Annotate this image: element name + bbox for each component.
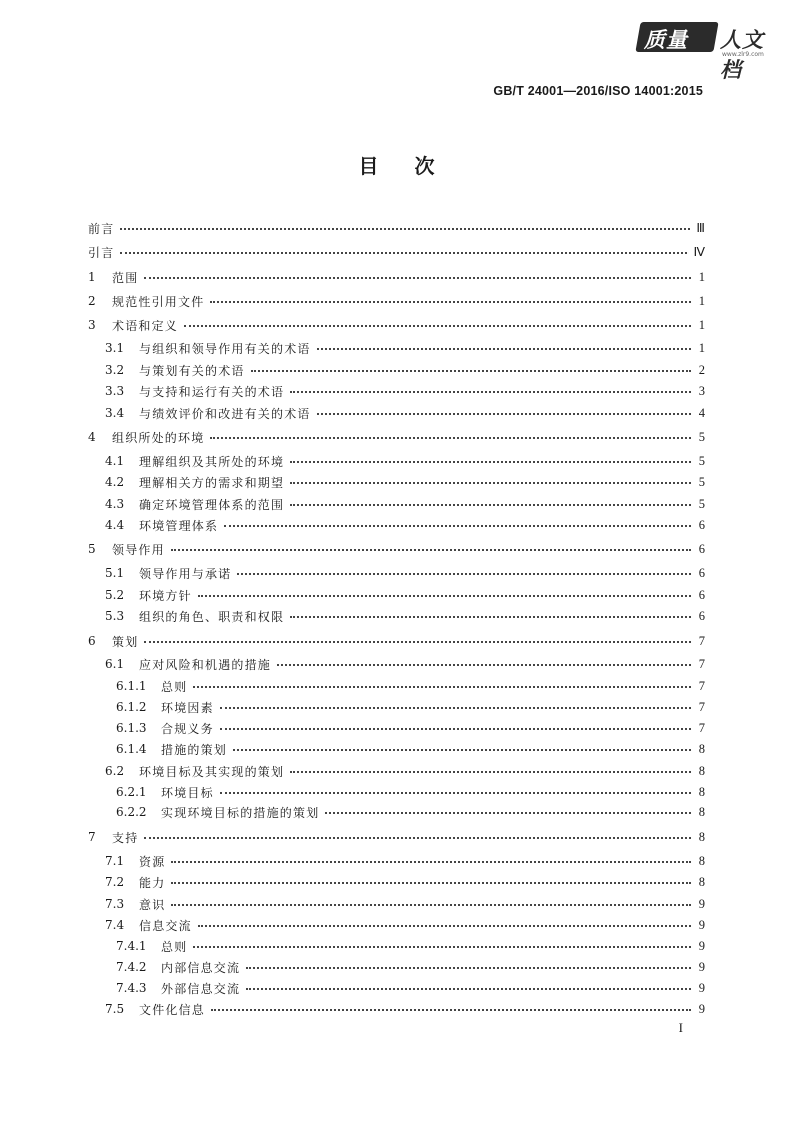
toc-entry-label: 理解相关方的需求和期望 xyxy=(139,475,285,490)
toc-dot-leader xyxy=(210,437,691,439)
toc-entry-number: 4.3 xyxy=(105,497,125,511)
toc-entry-page: Ⅳ xyxy=(693,245,705,259)
toc-entry[interactable] xyxy=(105,851,705,871)
toc-entry-page: 1 xyxy=(698,340,705,355)
toc-entry[interactable] xyxy=(88,631,705,651)
toc-entry-page: 6 xyxy=(698,541,705,556)
toc-entry[interactable] xyxy=(88,539,705,559)
toc-entry[interactable] xyxy=(105,381,705,401)
toc-entry-page: 4 xyxy=(698,405,705,420)
toc-entry-label: 术语和定义 xyxy=(112,318,179,333)
toc-dot-leader xyxy=(237,573,691,575)
toc-entry[interactable] xyxy=(105,999,705,1019)
toc-entry-number: 5.2 xyxy=(105,588,125,602)
toc-dot-leader xyxy=(220,707,691,709)
toc-entry[interactable] xyxy=(105,894,705,914)
toc-entry[interactable] xyxy=(105,494,705,514)
toc-dot-leader xyxy=(224,525,691,527)
toc-entry-label: 领导作用 xyxy=(112,542,165,557)
toc-entry-number: 3 xyxy=(88,318,96,332)
logo-text-left: 质量 xyxy=(644,28,688,52)
toc-dot-leader xyxy=(317,413,691,415)
toc-entry-page: 8 xyxy=(698,741,705,756)
toc-dot-leader xyxy=(171,861,691,863)
toc-entry[interactable] xyxy=(116,978,705,998)
toc-dot-leader xyxy=(193,686,691,688)
toc-entry[interactable] xyxy=(105,761,705,781)
toc-entry-page: 5 xyxy=(698,496,705,511)
toc-entry[interactable] xyxy=(116,782,705,802)
toc-entry-number: 6.1.3 xyxy=(116,721,147,735)
toc-entry-number: 6.1.4 xyxy=(116,742,147,756)
toc-entry-label: 措施的策划 xyxy=(161,742,228,757)
toc-entry-page: 8 xyxy=(698,853,705,868)
toc-entry-number: 3.2 xyxy=(105,363,125,377)
toc-entry[interactable] xyxy=(88,242,705,262)
logo xyxy=(638,18,782,82)
toc-entry[interactable] xyxy=(105,360,705,380)
toc-entry-page: 9 xyxy=(698,917,705,932)
toc-dot-leader xyxy=(246,988,691,990)
toc-entry-page: 7 xyxy=(698,699,705,714)
toc-dot-leader xyxy=(290,616,691,618)
toc-entry[interactable] xyxy=(105,403,705,423)
toc-entry-number: 6.2.1 xyxy=(116,785,147,799)
toc-entry-page: 5 xyxy=(698,474,705,489)
toc-entry[interactable] xyxy=(105,451,705,471)
toc-entry-page: 8 xyxy=(698,763,705,778)
toc-entry-label: 前言 xyxy=(88,221,115,236)
logo-url: www.zlr9.com xyxy=(722,51,764,58)
toc-dot-leader xyxy=(290,771,691,773)
toc-entry-number: 5.3 xyxy=(105,609,125,623)
toc-entry-number: 6.2 xyxy=(105,764,125,778)
toc-entry-page: 1 xyxy=(698,293,705,308)
toc-entry-label: 资源 xyxy=(139,854,166,869)
toc-entry-number: 7.3 xyxy=(105,897,125,911)
toc-entry-page: 5 xyxy=(698,429,705,444)
toc-entry-label: 总则 xyxy=(161,939,188,954)
toc-entry-label: 合规义务 xyxy=(161,721,214,736)
toc-entry-number: 4 xyxy=(88,430,96,444)
toc-dot-leader xyxy=(325,812,691,814)
toc-dot-leader xyxy=(198,925,691,927)
toc-entry[interactable] xyxy=(105,338,705,358)
toc-entry-label: 与绩效评价和改进有关的术语 xyxy=(139,406,311,421)
toc-entry-label: 总则 xyxy=(161,679,188,694)
toc-entry-page: 6 xyxy=(698,517,705,532)
toc-dot-leader xyxy=(171,549,691,551)
toc-dot-leader xyxy=(210,301,691,303)
toc-entry-number: 4.1 xyxy=(105,454,125,468)
toc-entry-number: 7.2 xyxy=(105,875,125,889)
toc-entry-page: 3 xyxy=(698,383,705,398)
toc-entry-label: 应对风险和机遇的措施 xyxy=(139,657,272,672)
toc-entry-number: 7.4.2 xyxy=(116,960,147,974)
toc-dot-leader xyxy=(171,904,691,906)
toc-entry-page: 9 xyxy=(698,938,705,953)
toc-entry-page: 5 xyxy=(698,453,705,468)
toc-entry-number: 3.4 xyxy=(105,406,125,420)
toc-entry-number: 7.4.1 xyxy=(116,939,147,953)
toc-entry[interactable] xyxy=(116,718,705,738)
toc-entry[interactable] xyxy=(105,472,705,492)
toc-entry[interactable] xyxy=(116,957,705,977)
toc-entry-number: 7.4 xyxy=(105,918,125,932)
toc-entry-label: 信息交流 xyxy=(139,918,192,933)
toc-entry-label: 组织的角色、职责和权限 xyxy=(139,609,285,624)
toc-entry-label: 环境方针 xyxy=(139,588,192,603)
toc-entry-label: 理解组织及其所处的环境 xyxy=(139,454,285,469)
toc-entry[interactable] xyxy=(116,676,705,696)
toc-entry-number: 3.3 xyxy=(105,384,125,398)
toc-entry-label: 策划 xyxy=(112,634,139,649)
toc-entry-page: 2 xyxy=(698,362,705,377)
toc-dot-leader xyxy=(290,482,691,484)
toc-entry-number: 6.1.1 xyxy=(116,679,147,693)
toc-entry-label: 环境目标及其实现的策划 xyxy=(139,764,285,779)
toc-entry[interactable] xyxy=(88,291,705,311)
toc-entry-label: 与支持和运行有关的术语 xyxy=(139,384,285,399)
toc-entry-number: 4.4 xyxy=(105,518,125,532)
toc-entry[interactable] xyxy=(88,427,705,447)
toc-entry-page: 9 xyxy=(698,980,705,995)
toc-entry-number: 3.1 xyxy=(105,341,125,355)
toc-entry-label: 环境目标 xyxy=(161,785,214,800)
toc-entry-page: 7 xyxy=(698,633,705,648)
standard-number: GB/T 24001—2016/ISO 14001:2015 xyxy=(493,84,703,98)
toc-entry[interactable] xyxy=(105,606,705,626)
toc-entry[interactable] xyxy=(105,515,705,535)
toc-entry[interactable] xyxy=(116,697,705,717)
toc-dot-leader xyxy=(144,277,691,279)
toc-entry-label: 环境管理体系 xyxy=(139,518,219,533)
toc-dot-leader xyxy=(171,882,691,884)
toc-entry-page: 9 xyxy=(698,896,705,911)
toc-dot-leader xyxy=(251,370,691,372)
toc-dot-leader xyxy=(193,946,691,948)
toc-entry-number: 7.1 xyxy=(105,854,125,868)
toc-entry-label: 规范性引用文件 xyxy=(112,294,205,309)
toc-entry-label: 范围 xyxy=(112,270,139,285)
toc-entry-label: 支持 xyxy=(112,830,139,845)
toc-entry[interactable] xyxy=(105,872,705,892)
toc-dot-leader xyxy=(317,348,691,350)
toc-entry[interactable] xyxy=(88,267,705,287)
toc-dot-leader xyxy=(184,325,691,327)
logo-text-right: 人文档 xyxy=(720,28,764,82)
toc-entry-page: 9 xyxy=(698,959,705,974)
page-title: 目次 xyxy=(358,154,471,178)
toc-dot-leader xyxy=(120,228,690,230)
toc-entry-number: 7.4.3 xyxy=(116,981,147,995)
toc-entry-page: 1 xyxy=(698,317,705,332)
toc-entry-number: 6.1.2 xyxy=(116,700,147,714)
toc-dot-leader xyxy=(198,595,691,597)
toc-dot-leader xyxy=(246,967,691,969)
toc-entry-number: 5 xyxy=(88,542,96,556)
toc-entry-page: 7 xyxy=(698,678,705,693)
toc-entry-number: 2 xyxy=(88,294,96,308)
toc-entry-page: 8 xyxy=(698,829,705,844)
toc-entry-label: 确定环境管理体系的范围 xyxy=(139,497,285,512)
toc-entry-label: 意识 xyxy=(139,897,166,912)
toc-entry-page: 6 xyxy=(698,608,705,623)
toc-entry-number: 6 xyxy=(88,634,96,648)
toc-dot-leader xyxy=(290,391,691,393)
toc-dot-leader xyxy=(277,664,691,666)
toc-dot-leader xyxy=(144,641,691,643)
toc-entry[interactable] xyxy=(116,802,705,822)
toc-entry[interactable] xyxy=(88,218,705,238)
toc-entry-number: 7 xyxy=(88,830,96,844)
toc-entry-label: 环境因素 xyxy=(161,700,214,715)
toc-entry-label: 文件化信息 xyxy=(139,1002,206,1017)
toc-entry[interactable] xyxy=(105,563,705,583)
toc-entry-number: 7.5 xyxy=(105,1002,125,1016)
toc-entry-label: 外部信息交流 xyxy=(161,981,241,996)
toc-dot-leader xyxy=(290,461,691,463)
toc-dot-leader xyxy=(233,749,691,751)
toc-entry-page: 7 xyxy=(698,656,705,671)
toc-entry-page: 6 xyxy=(698,565,705,580)
toc-entry-page: 8 xyxy=(698,784,705,799)
toc-entry-page: 8 xyxy=(698,804,705,819)
toc-entry[interactable] xyxy=(105,585,705,605)
toc-entry[interactable] xyxy=(116,739,705,759)
toc-entry-number: 4.2 xyxy=(105,475,125,489)
toc-entry-label: 组织所处的环境 xyxy=(112,430,205,445)
toc-entry-label: 与组织和领导作用有关的术语 xyxy=(139,341,311,356)
toc-dot-leader xyxy=(220,792,691,794)
toc-dot-leader xyxy=(290,504,691,506)
page-number: I xyxy=(678,1020,683,1035)
toc-entry[interactable] xyxy=(88,315,705,335)
toc-entry-page: 8 xyxy=(698,874,705,889)
toc-entry-number: 6.2.2 xyxy=(116,805,147,819)
toc-entry[interactable] xyxy=(105,654,705,674)
toc-entry-page: 7 xyxy=(698,720,705,735)
toc-entry-label: 引言 xyxy=(88,245,115,260)
toc-entry-label: 能力 xyxy=(139,875,166,890)
toc-entry-number: 1 xyxy=(88,270,96,284)
toc-dot-leader xyxy=(211,1009,691,1011)
toc-entry-page: Ⅲ xyxy=(696,221,705,235)
toc-entry-number: 6.1 xyxy=(105,657,125,671)
toc-entry-page: 1 xyxy=(698,269,705,284)
toc-dot-leader xyxy=(220,728,691,730)
toc-entry-label: 与策划有关的术语 xyxy=(139,363,245,378)
toc-entry-label: 领导作用与承诺 xyxy=(139,566,232,581)
toc-entry[interactable] xyxy=(88,827,705,847)
toc-entry-label: 实现环境目标的措施的策划 xyxy=(161,805,320,820)
toc-entry[interactable] xyxy=(116,936,705,956)
toc-dot-leader xyxy=(120,252,687,254)
toc-entry-page: 9 xyxy=(698,1001,705,1016)
toc-entry-page: 6 xyxy=(698,587,705,602)
toc-entry[interactable] xyxy=(105,915,705,935)
toc-dot-leader xyxy=(144,837,691,839)
toc-entry-label: 内部信息交流 xyxy=(161,960,241,975)
toc-entry-number: 5.1 xyxy=(105,566,125,580)
